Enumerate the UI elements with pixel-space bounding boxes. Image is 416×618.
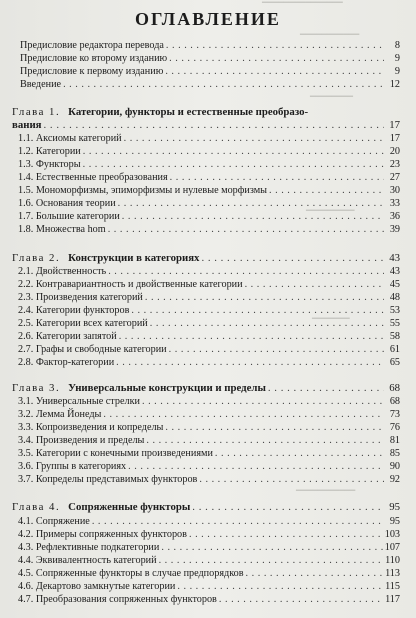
leader-dots [150,318,384,329]
chapter-title: Универсальные конструкции и пределы [68,382,266,394]
toc-section[interactable] [16,568,400,579]
toc-section[interactable] [16,461,400,472]
section-page: 95 [389,516,400,527]
chapter-page: 95 [389,501,400,513]
section-label: 3.7. Копределы представимых функторов [18,474,198,485]
toc-section[interactable] [16,211,400,222]
toc-section[interactable] [16,318,400,329]
leader-dots [118,198,384,209]
section-page: 58 [389,331,400,342]
leader-dots [268,382,384,394]
leader-dots [108,224,384,235]
leader-dots [165,422,384,433]
section-page: 43 [389,266,400,277]
toc-entry-label: Предисловие ко второму изданию [20,53,168,64]
section-label: 4.3. Рефлективные подкатегории [18,542,160,553]
section-label: 1.2. Категории [18,146,81,157]
leader-dots [116,357,384,368]
section-label: 2.3. Произведения категорий [18,292,143,303]
chapter-page: 17 [389,119,400,131]
section-label: 2.8. Фактор-категории [18,357,115,368]
toc-section[interactable] [16,344,400,355]
chapter-title: Сопряженные функторы [68,501,191,513]
section-label: 2.2. Контравариантность и двойственные категории [18,279,243,290]
toc-entry-page: 8 [394,40,400,51]
bleed-through-mark: ▔▔▔▔▔▔▔ [312,318,350,326]
leader-dots [83,146,384,157]
section-page: 81 [389,435,400,446]
chapter-title-cont: вания [12,119,42,131]
section-label: 1.6. Основания теории [18,198,116,209]
toc-section[interactable] [16,185,400,196]
toc-entry-page: 9 [394,66,400,77]
leader-dots [169,53,384,64]
section-label: 4.5. Сопряженные функторы в случае предпорядков [18,568,244,579]
chapter-number: Глава 4. [12,501,61,513]
leader-dots [170,172,384,183]
leader-dots [215,448,384,459]
section-page: 110 [385,555,400,566]
toc-section[interactable] [16,305,400,316]
leader-dots [142,396,384,407]
toc-entry[interactable] [14,53,400,64]
leader-dots [269,185,384,196]
section-page: 20 [389,146,400,157]
section-label: 3.1. Универсальные стрелки [18,396,140,407]
toc-section[interactable] [16,331,400,342]
section-label: 1.1. Аксиомы категорий [18,133,122,144]
section-label: 1.7. Большие категории [18,211,120,222]
section-label: 4.7. Преобразования сопряженных функторов [18,594,217,605]
chapter-heading[interactable] [12,382,400,394]
toc-section[interactable] [16,435,400,446]
toc-section[interactable] [16,396,400,407]
toc-entry-label: Предисловие к первому изданию [20,66,164,77]
section-label: 2.4. Категории функторов [18,305,130,316]
toc-section[interactable] [16,594,400,605]
chapter-heading[interactable] [12,501,400,513]
leader-dots [161,542,382,553]
section-label: 1.5. Мономорфизмы, эпиморфизмы и нулевые морфизмы [18,185,267,196]
section-page: 90 [389,461,400,472]
bleed-through-mark: ▔▔▔▔▔▔▔▔▔▔▔ [296,490,356,498]
toc-section[interactable] [16,516,400,527]
chapter-number: Глава 3. [12,382,61,394]
section-page: 30 [389,185,400,196]
leader-dots [169,344,384,355]
section-label: 3.5. Категории с конечными произведениями [18,448,213,459]
bleed-through-mark: ▔▔▔▔▔▔▔▔▔▔▔ [300,34,360,42]
leader-dots [219,594,383,605]
toc-section[interactable] [16,422,400,433]
section-label: 4.4. Эквивалентность категорий [18,555,157,566]
toc-section[interactable] [16,409,400,420]
section-page: 45 [389,279,400,290]
leader-dots [124,133,384,144]
leader-dots [44,119,384,131]
leader-dots [122,211,384,222]
section-page: 17 [389,133,400,144]
section-page: 55 [389,318,400,329]
toc-section[interactable] [16,224,400,235]
section-page: 27 [389,172,400,183]
leader-dots [108,266,384,277]
chapter-number: Глава 1. [12,106,61,118]
section-label: 3.2. Лемма Йонеды [18,409,102,420]
section-label: 1.8. Множества hom [18,224,106,235]
section-label: 2.1. Двойственность [18,266,107,277]
section-page: 48 [389,292,400,303]
section-page: 23 [389,159,400,170]
section-label: 2.5. Категории всех категорий [18,318,148,329]
section-page: 73 [389,409,400,420]
section-page: 65 [389,357,400,368]
leader-dots [63,79,384,90]
toc-entry[interactable] [14,40,400,51]
leader-dots [83,159,384,170]
section-label: 2.6. Категории запятой [18,331,117,342]
section-page: 76 [389,422,400,433]
section-page: 92 [389,474,400,485]
toc-section[interactable] [16,279,400,290]
toc-section[interactable] [16,159,400,170]
section-label: 2.7. Графы и свободные категории [18,344,167,355]
toc-section[interactable] [16,357,400,368]
leader-dots [245,279,384,290]
section-label: 3.6. Группы в категориях [18,461,127,472]
section-label: 1.3. Функторы [18,159,81,170]
section-label: 3.3. Копроизведения и копределы [18,422,164,433]
chapter-heading-cont[interactable] [12,119,400,131]
toc-section[interactable] [16,474,400,485]
chapter-heading[interactable] [12,252,400,264]
section-page: 103 [384,529,400,540]
leader-dots [159,555,384,566]
toc-entry-page: 12 [389,79,400,90]
section-page: 61 [389,344,400,355]
toc-section[interactable] [16,542,400,553]
toc-entry[interactable] [14,66,400,77]
leader-dots [189,529,383,540]
leader-dots [165,66,384,77]
toc-entry-label: Введение [20,79,62,90]
section-page: 85 [389,448,400,459]
section-page: 117 [385,594,400,605]
leader-dots [177,581,383,592]
section-page: 68 [389,396,400,407]
page-title: ОГЛАВЛЕНИЕ [135,9,281,29]
section-label: 4.6. Декартово замкнутые категории [18,581,176,592]
leader-dots [146,435,384,446]
toc-section[interactable] [16,581,400,592]
toc-entry-page: 9 [394,53,400,64]
leader-dots [131,305,384,316]
toc-section[interactable] [16,198,400,209]
leader-dots [119,331,384,342]
leader-dots [103,409,384,420]
leader-dots [166,40,384,51]
section-page: 107 [384,542,400,553]
leader-dots [128,461,384,472]
bleed-through-mark: ▔▔▔▔▔▔▔▔ [310,96,354,104]
section-page: 33 [389,198,400,209]
leader-dots [145,292,384,303]
leader-dots [201,252,384,264]
section-page: 39 [389,224,400,235]
chapter-heading[interactable] [12,106,400,118]
bleed-through-mark: ▔▔▔▔▔▔▔▔▔▔▔▔▔▔▔ [262,2,343,10]
section-label: 4.2. Примеры сопряженных функторов [18,529,187,540]
toc-section[interactable] [16,133,400,144]
chapter-page: 43 [389,252,400,264]
toc-section[interactable] [16,172,400,183]
leader-dots [92,516,384,527]
chapter-number: Глава 2. [12,252,61,264]
section-page: 115 [385,581,400,592]
toc-entry-label: Предисловие редактора перевода [20,40,164,51]
section-page: 113 [385,568,400,579]
toc-section[interactable] [16,146,400,157]
section-page: 53 [389,305,400,316]
leader-dots [246,568,384,579]
toc-section[interactable] [16,448,400,459]
section-page: 36 [389,211,400,222]
bleed-through-mark: ▔▔▔▔▔▔▔▔▔ [306,210,355,218]
chapter-title: Категории, функторы и естественные преобразо- [68,106,309,118]
chapter-page: 68 [389,382,400,394]
section-label: 3.4. Произведения и пределы [18,435,145,446]
chapter-title: Конструкции в категориях [68,252,200,264]
toc-section[interactable] [16,529,400,540]
toc-entry[interactable] [14,79,400,90]
toc-section[interactable] [16,555,400,566]
toc-section[interactable] [16,266,400,277]
section-label: 1.4. Естественные преобразования [18,172,168,183]
leader-dots [199,474,384,485]
section-label: 4.1. Сопряжение [18,516,90,527]
leader-dots [192,501,384,513]
toc-section[interactable] [16,292,400,303]
